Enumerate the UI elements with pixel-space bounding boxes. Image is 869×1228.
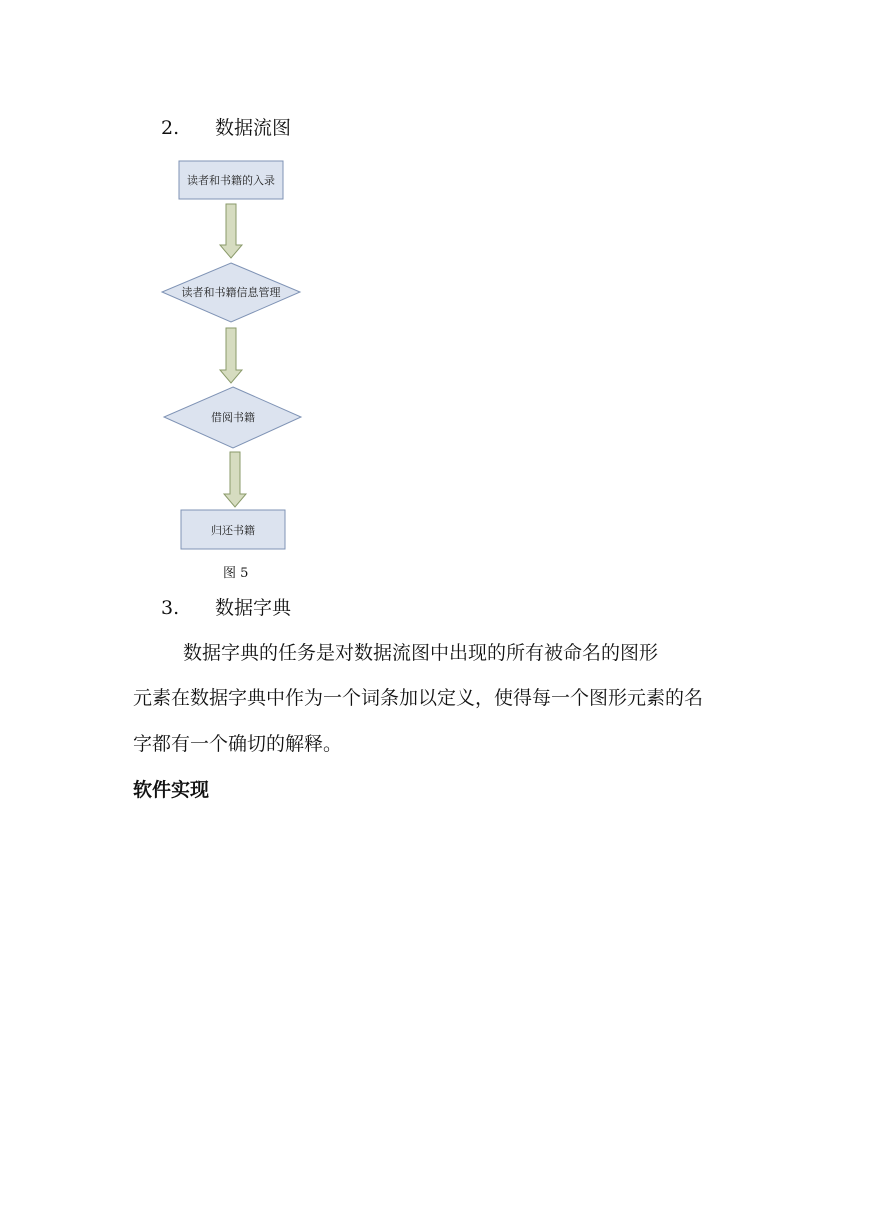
flow-node-4-label: 归还书籍 [211,524,255,537]
section-3-heading [161,596,291,620]
paragraph-line-1: 数据字典的任务是对数据流图中出现的所有被命名的图形 [183,642,659,664]
flow-node-1-label: 读者和书籍的入录 [187,174,275,187]
figure-caption: 图 5 [223,566,249,581]
flow-node-2-label: 读者和书籍信息管理 [181,286,281,299]
flow-arrow-1 [220,204,242,258]
section-2-title: 数据流图 [215,117,292,139]
flow-arrow-3 [224,452,246,507]
flow-node-3-label: 借阅书籍 [211,411,255,424]
paragraph-line-3: 字都有一个确切的解释。 [133,733,343,755]
section-2-heading [161,116,291,140]
paragraph-line-2: 元素在数据字典中作为一个词条加以定义，使得每一个图形元素的名 [133,687,704,709]
section-3-title: 数据字典 [215,597,292,619]
flow-arrow-2 [220,328,242,383]
section-2-number: 2. [161,117,180,139]
data-flow-diagram [150,150,320,570]
flow-node-4 [181,510,285,549]
flow-node-3 [164,387,301,448]
section-3-number: 3. [161,597,180,619]
software-implementation-heading: 软件实现 [133,779,210,801]
flow-node-1 [179,161,283,199]
flow-node-2 [162,263,300,322]
